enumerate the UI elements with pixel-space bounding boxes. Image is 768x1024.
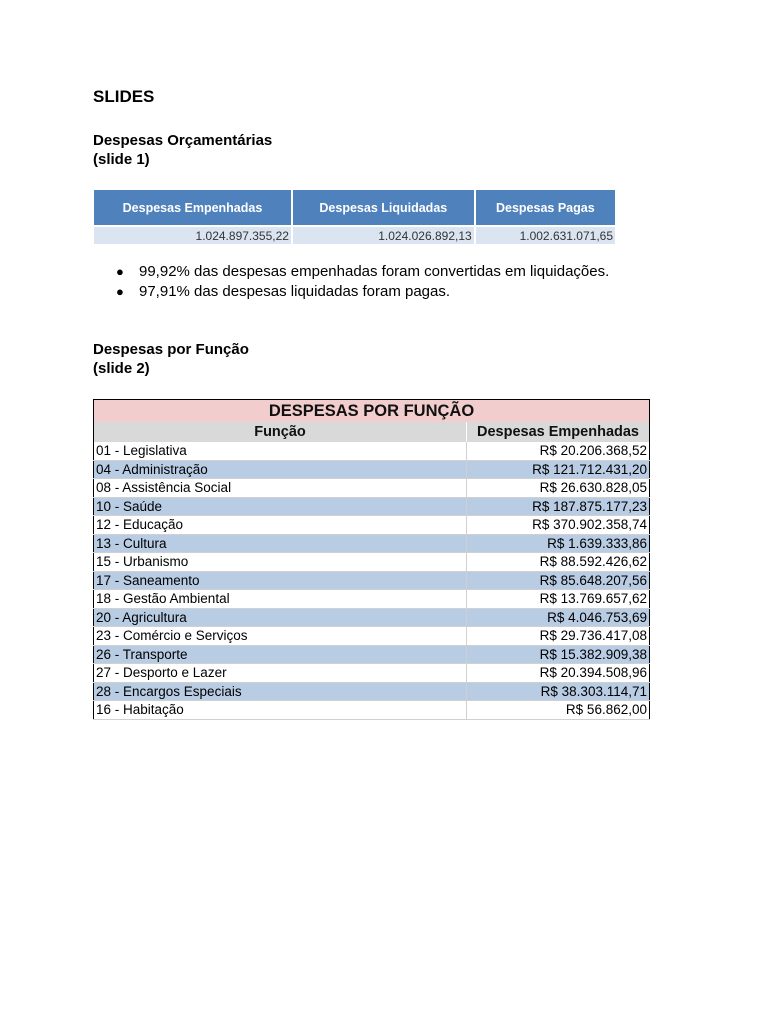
cell-valor: R$ 29.736.417,08 xyxy=(467,627,650,646)
cell-valor: R$ 15.382.909,38 xyxy=(467,645,650,664)
cell-funcao: 18 - Gestão Ambiental xyxy=(94,590,467,609)
page-heading: SLIDES xyxy=(93,87,155,106)
header-despesas-liquidadas: Despesas Liquidadas xyxy=(292,190,475,226)
bullet-dot-icon: ● xyxy=(116,284,124,299)
cell-funcao: 13 - Cultura xyxy=(94,534,467,553)
header-despesas-empenhadas: Despesas Empenhadas xyxy=(467,422,650,442)
cell-valor: R$ 20.206.368,52 xyxy=(467,442,650,460)
cell-funcao: 08 - Assistência Social xyxy=(94,479,467,498)
table-header-row xyxy=(94,422,650,442)
section-title-despesas-por-funcao xyxy=(93,340,249,378)
cell-valor: R$ 38.303.114,71 xyxy=(467,682,650,701)
cell-valor: R$ 1.639.333,86 xyxy=(467,534,650,553)
cell-valor: R$ 370.902.358,74 xyxy=(467,516,650,535)
table-row xyxy=(94,479,650,498)
table-title: DESPESAS POR FUNÇÃO xyxy=(94,400,650,423)
table-title-row xyxy=(94,400,650,423)
table-row xyxy=(94,590,650,609)
section-subtitle-text: (slide 1) xyxy=(93,151,150,168)
list-item xyxy=(112,282,609,302)
table-row xyxy=(94,516,650,535)
bullet-text: 97,91% das despesas liquidadas foram pagas. xyxy=(139,283,451,300)
table-row xyxy=(94,627,650,646)
header-despesas-empenhadas: Despesas Empenhadas xyxy=(94,190,292,226)
cell-funcao: 27 - Desporto e Lazer xyxy=(94,664,467,683)
table-row xyxy=(94,608,650,627)
table-row xyxy=(94,645,650,664)
header-funcao: Função xyxy=(94,422,467,442)
table-row xyxy=(94,442,650,460)
cell-funcao: 23 - Comércio e Serviços xyxy=(94,627,467,646)
cell-valor: R$ 85.648.207,56 xyxy=(467,571,650,590)
cell-funcao: 15 - Urbanismo xyxy=(94,553,467,572)
table-row xyxy=(94,497,650,516)
cell-valor: R$ 187.875.177,23 xyxy=(467,497,650,516)
cell-funcao: 16 - Habitação xyxy=(94,701,467,720)
list-item xyxy=(112,262,609,282)
table-row xyxy=(94,682,650,701)
cell-valor: R$ 4.046.753,69 xyxy=(467,608,650,627)
section-subtitle-text: (slide 2) xyxy=(93,360,150,377)
table-row xyxy=(94,534,650,553)
cell-funcao: 17 - Saneamento xyxy=(94,571,467,590)
table-row xyxy=(94,460,650,479)
cell-funcao: 12 - Educação xyxy=(94,516,467,535)
section-title-despesas-orcamentarias xyxy=(93,131,272,169)
bullet-dot-icon: ● xyxy=(116,264,124,279)
bullet-text: 99,92% das despesas empenhadas foram convertidas em liquidações. xyxy=(139,263,610,280)
despesas-por-funcao-table xyxy=(93,399,650,720)
section-title-text: Despesas Orçamentárias xyxy=(93,132,273,149)
cell-funcao: 04 - Administração xyxy=(94,460,467,479)
header-despesas-pagas: Despesas Pagas xyxy=(475,190,615,226)
cell-funcao: 10 - Saúde xyxy=(94,497,467,516)
section-title-text: Despesas por Função xyxy=(93,341,249,358)
cell-valor: R$ 56.862,00 xyxy=(467,701,650,720)
summary-table xyxy=(94,190,615,244)
cell-valor: R$ 88.592.426,62 xyxy=(467,553,650,572)
cell-funcao: 01 - Legislativa xyxy=(94,442,467,460)
table-row xyxy=(94,701,650,720)
table-row xyxy=(94,553,650,572)
cell-funcao: 20 - Agricultura xyxy=(94,608,467,627)
cell-valor: R$ 13.769.657,62 xyxy=(467,590,650,609)
cell-valor: R$ 20.394.508,96 xyxy=(467,664,650,683)
cell-funcao: 26 - Transporte xyxy=(94,645,467,664)
table-row xyxy=(94,664,650,683)
summary-table-header-row xyxy=(94,190,615,226)
bullet-list xyxy=(112,262,609,302)
cell-funcao: 28 - Encargos Especiais xyxy=(94,682,467,701)
value-despesas-pagas: 1.002.631.071,65 xyxy=(475,226,615,244)
summary-table-value-row xyxy=(94,226,615,244)
cell-valor: R$ 121.712.431,20 xyxy=(467,460,650,479)
value-despesas-empenhadas: 1.024.897.355,22 xyxy=(94,226,292,244)
cell-valor: R$ 26.630.828,05 xyxy=(467,479,650,498)
table-row xyxy=(94,571,650,590)
value-despesas-liquidadas: 1.024.026.892,13 xyxy=(292,226,475,244)
